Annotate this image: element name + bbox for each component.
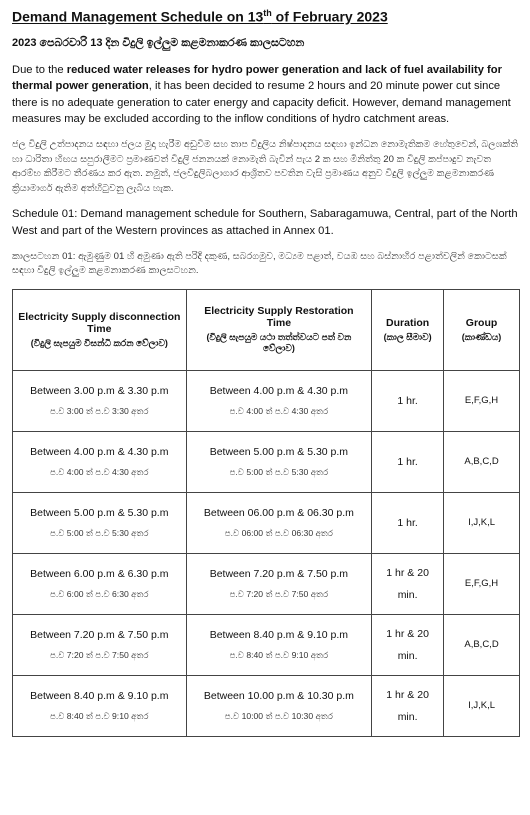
cell-duration: 1 hr.: [372, 370, 444, 431]
header-group: Group (කාණ්ඩය): [444, 289, 520, 370]
cell-group: A,B,C,D: [444, 614, 520, 675]
cell-restoration: Between 10.00 p.m & 10.30 p.m ප.ව 10:00 ත් ප.ව 10:30 අතර: [186, 675, 372, 736]
cell-duration: 1 hr & 20 min.: [372, 614, 444, 675]
table-row: [13, 614, 520, 675]
cell-disconnection: Between 5.00 p.m & 5.30 p.m ප.ව 5:00 ත් ප.ව 5:30 අතර: [13, 492, 187, 553]
cell-restoration: Between 5.00 p.m & 5.30 p.m ප.ව 5:00 ත් ප.ව 5:30 අතර: [186, 431, 372, 492]
schedule-paragraph: Schedule 01: Demand management schedule for Southern, Sabaragamuwa, Central, part of the North West and part of the Western provinces as attached in Annex 01.: [12, 208, 518, 237]
cell-disconnection: Between 6.00 p.m & 6.30 p.m ප.ව 6:00 ත් ප.ව 6:30 අතර: [13, 553, 187, 614]
cell-group: I,J,K,L: [444, 492, 520, 553]
sinhala-title: 2023 පෙබරවාරි 13 දින විදුලි ඉල්ලුම කළමනාකරණ කාලසටහන: [12, 36, 305, 49]
header-disconnection-time: Electricity Supply disconnection Time (විදුලි සැපයුම විසන්ධි කරන වේලාව): [13, 289, 187, 370]
table-row: [13, 553, 520, 614]
table-row: [13, 370, 520, 431]
table-row: [13, 492, 520, 553]
cell-disconnection: Between 7.20 p.m & 7.50 p.m ප.ව 7:20 ත් ප.ව 7:50 අතර: [13, 614, 187, 675]
cell-restoration: Between 8.40 p.m & 9.10 p.m ප.ව 8:40 ත් ප.ව 9:10 අතර: [186, 614, 372, 675]
cell-duration: 1 hr.: [372, 492, 444, 553]
cell-group: E,F,G,H: [444, 553, 520, 614]
cell-duration: 1 hr & 20 min.: [372, 553, 444, 614]
intro-paragraph-sinhala: ජල විදුලි උත්පාදනය සඳහා ජලය මුදා හැරීම අඩුවීම සහ තාප විදුලිය නිෂ්පාදනය සඳහා ඉන්ධන නොමැතිකම හේතුවෙන්, බලශක්ති හා ධාරිතා හිඟය සපුරාලීමට ප්‍රමාණවත් විදුලි ජනනයක් නොමැති බැවින් පැය 2 ක සහ මිනිත්තු 20 ක විදුලි කප්පාදුව නැවත ආරම්භ කිරීමට තීරණය කර ඇත. නමුත්, ජලවිදුලිබලාගාර ආශ්‍රිතව පවතින වැසි ප්‍රමාණය අනුව විදුලි ඉල්ලුම කළමනාකරණ ක්‍රියාමාර්ග ඇතිම අත්හිටුවනු ලැබිය හැක.: [12, 139, 519, 194]
table-header-row: [13, 289, 520, 370]
cell-disconnection: Between 8.40 p.m & 9.10 p.m ප.ව 8:40 ත් ප.ව 9:10 අතර: [13, 675, 187, 736]
schedule-paragraph-sinhala: කාලසටහන 01: ඇමුණුම 01 හි අමුණා ඇති පරිදි දකුණ, සබරගමුව, මධ්‍යම පළාත්, වයඹ සහ බස්නාහිර පළාත්වලින් කොටසක් සඳහා විදුලි ඉල්ලුම කළමනාකරණ කාලසටහන.: [12, 250, 507, 277]
cell-disconnection: Between 3.00 p.m & 3.30 p.m ප.ව 3:00 ත් ප.ව 3:30 අතර: [13, 370, 187, 431]
cell-restoration: Between 06.00 p.m & 06.30 p.m ප.ව 06:00 ත් ප.ව 06:30 අතර: [186, 492, 372, 553]
cell-restoration: Between 7.20 p.m & 7.50 p.m ප.ව 7:20 ත් ප.ව 7:50 අතර: [186, 553, 372, 614]
header-duration: Duration (කාල සීමාව): [372, 289, 444, 370]
table-row: [13, 431, 520, 492]
header-restoration-time: Electricity Supply Restoration Time (විදුලි සැපයුම යථා තත්ත්වයට පත් වන වේලාව): [186, 289, 372, 370]
table-row: [13, 675, 520, 736]
intro-paragraph: Due to the reduced water releases for hydro power generation and lack of fuel availability for thermal power generation, it has been decided to resume 2 hours and 20 minute power cut since there is no adequate generation to cater energy and capacity deficit. However, demand management measures may be excluded according to the inflow conditions of hydro catchment areas.: [12, 63, 511, 126]
cell-duration: 1 hr & 20 min.: [372, 675, 444, 736]
page-title: Demand Management Schedule on 13th of February 2023: [12, 8, 388, 25]
cell-duration: 1 hr.: [372, 431, 444, 492]
intro-emphasis: reduced water releases for hydro power generation and lack of fuel availability for thermal power generation: [12, 63, 502, 93]
cell-group: A,B,C,D: [444, 431, 520, 492]
cell-restoration: Between 4.00 p.m & 4.30 p.m ප.ව 4:00 ත් ප.ව 4:30 අතර: [186, 370, 372, 431]
schedule-table: [12, 289, 520, 737]
cell-disconnection: Between 4.00 p.m & 4.30 p.m ප.ව 4:00 ත් ප.ව 4:30 අතර: [13, 431, 187, 492]
cell-group: E,F,G,H: [444, 370, 520, 431]
cell-group: I,J,K,L: [444, 675, 520, 736]
